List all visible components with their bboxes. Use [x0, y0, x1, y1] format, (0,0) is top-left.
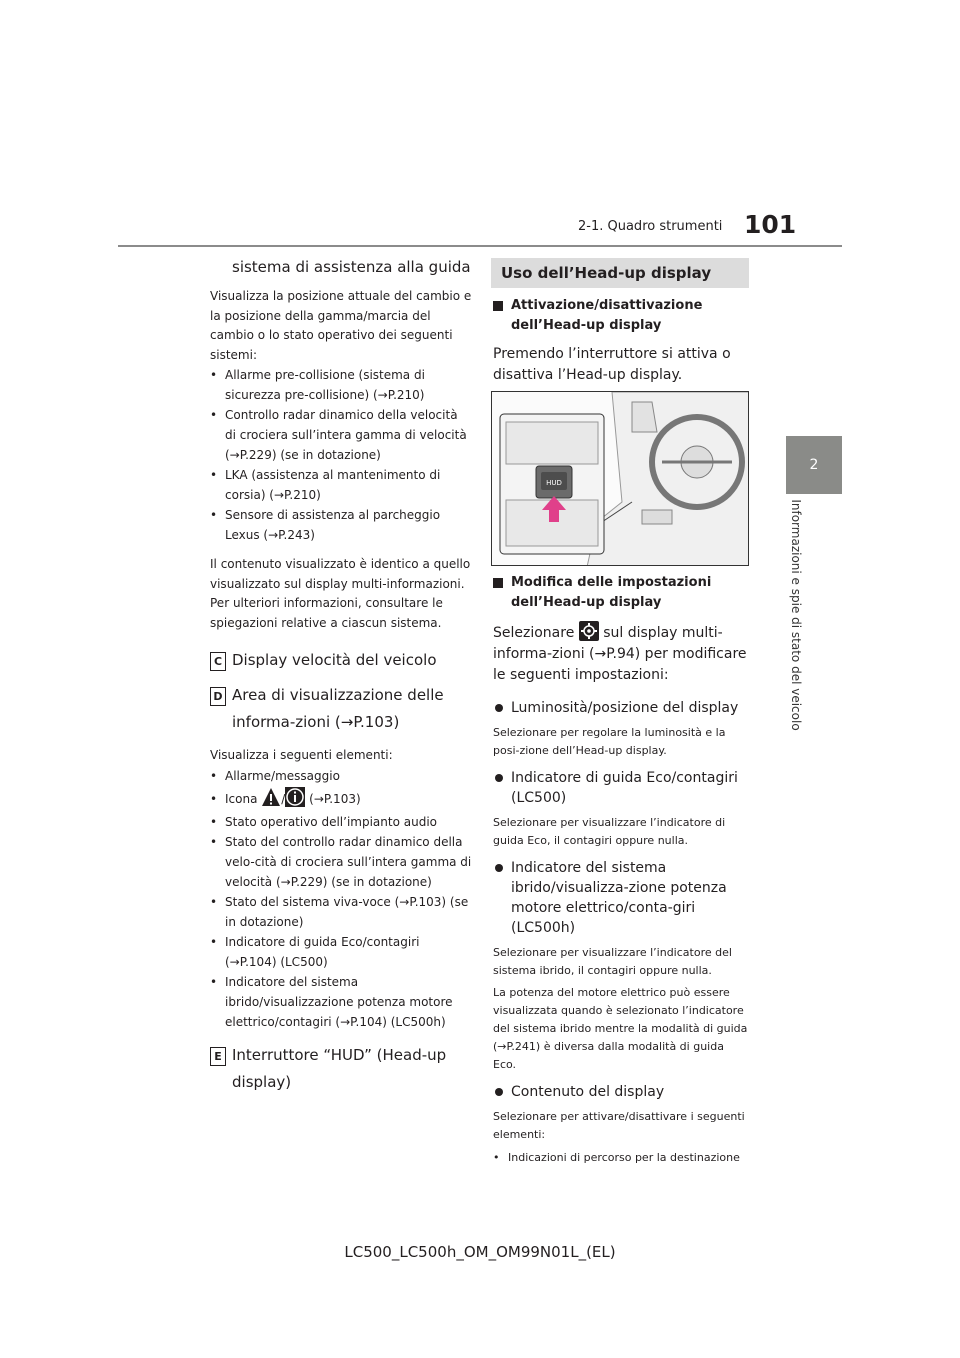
badge-e: E — [210, 1047, 226, 1066]
settings-gear-icon — [579, 621, 599, 641]
item-d-label: Area di visualizzazione delle informa-zioni (→P.103) — [232, 686, 444, 731]
elements-intro: Visualizza i seguenti elementi: — [210, 748, 393, 762]
section-heading: Uso dell’Head-up display — [491, 258, 749, 288]
settings-paragraph — [493, 621, 749, 686]
document-code: LC500_LC500h_OM_OM99N01L_(EL) — [344, 1243, 616, 1261]
list-item-icons: • Icona / (→P.103) — [210, 786, 472, 812]
setting-hybrid-indicator: Indicatore del sistema ibrido/visualizza-zione potenza motore elettrico/conta-giri (LC500h) — [493, 858, 749, 938]
list-item: • Stato del controllo radar dinamico della velo-cità di crociera sull’intera gamma di velocità (→P.229) (se in dotazione) — [210, 832, 472, 892]
list-item: • Indicazioni di percorso per la destinazione — [493, 1148, 749, 1168]
list-item: • Indicatore di guida Eco/contagiri (→P.104) (LC500) — [210, 932, 472, 972]
setting-note: Selezionare per regolare la luminosità e la posi-zione dell’Head-up display. — [493, 726, 726, 757]
list-item: • Controllo radar dinamico della velocità di crociera sull’intera gamma di velocità (→P.229) (se in dotazione) — [210, 405, 472, 465]
content-note: Il contenuto visualizzato è identico a quello visualizzato sul display multi-informazioni. Per ulteriori informazioni, consultare le spiegazioni relative a ciascun sistema. — [210, 557, 471, 630]
intro-title: sistema di assistenza alla guida — [232, 258, 471, 276]
item-c-label: Display velocità del veicolo — [232, 651, 437, 669]
left-column — [210, 256, 472, 1096]
settings-text-b: sul display multi-informa-zioni (→P.94) per modificare le seguenti impostazioni: — [493, 625, 747, 683]
setting-note: Selezionare per visualizzare l’indicatore del sistema ibrido, il contagiri oppure nulla. — [493, 946, 732, 977]
toggle-paragraph: Premendo l’interruttore si attiva o disattiva l’Head-up display. — [493, 346, 731, 383]
subheading-toggle: Attivazione/disattivazione dell’Head-up display — [493, 296, 749, 336]
info-icon — [285, 787, 305, 807]
hud-label: HUD — [546, 479, 562, 487]
subheading-settings: Modifica delle impostazioni dell’Head-up display — [493, 573, 749, 613]
list-item: • Stato operativo dell’impianto audio — [210, 812, 472, 832]
setting-eco-indicator: Indicatore di guida Eco/contagiri (LC500) — [493, 768, 749, 808]
badge-c: C — [210, 652, 226, 671]
section-title: 2-1. Quadro strumenti — [578, 219, 723, 234]
right-column-bottom — [493, 573, 749, 1168]
list-item: • LKA (assistenza al mantenimento di corsia) (→P.210) — [210, 465, 472, 505]
icon-prefix: Icona — [225, 791, 258, 806]
chapter-side-label: Informazioni e spie di stato del veicolo — [789, 499, 803, 731]
setting-note: Selezionare per visualizzare l’indicatore di guida Eco, il contagiri oppure nulla. — [493, 816, 726, 847]
list-item: • Sensore di assistenza al parcheggio Lexus (→P.243) — [210, 505, 472, 545]
list-item: • Stato del sistema viva-voce (→P.103) (se in dotazione) — [210, 892, 472, 932]
chapter-tab[interactable]: 2 — [786, 436, 842, 494]
list-item: • Allarme/messaggio — [210, 766, 472, 786]
hud-switch-illustration — [491, 391, 749, 566]
list-item: • Indicatore del sistema ibrido/visualizzazione potenza motore elettrico/contagiri (→P.104) (LC500h) — [210, 972, 472, 1032]
intro-paragraph: Visualizza la posizione attuale del cambio e la posizione della gamma/marcia del cambio o lo stato operativo dei seguenti sistemi: — [210, 289, 472, 362]
item-e — [210, 1042, 472, 1096]
right-column-top — [493, 296, 749, 386]
setting-note: La potenza del motore elettrico può essere visualizzata quando è selezionato l’indicatore del sistema ibrido mentre la modalità di guida (→P.241) è diversa dalla modalità di guida Eco. — [493, 986, 748, 1071]
setting-note: Selezionare per attivare/disattivare i seguenti elementi: — [493, 1110, 745, 1141]
badge-d: D — [210, 687, 226, 706]
warning-icon — [261, 787, 281, 807]
dashboard-drawing — [492, 392, 749, 566]
item-c — [210, 647, 472, 674]
setting-brightness: Luminosità/posizione del display — [493, 698, 749, 718]
header-rule — [118, 245, 842, 247]
setting-display-contents: Contenuto del display — [493, 1082, 749, 1102]
icon-ref: (→P.103) — [309, 791, 361, 806]
page-number: 101 — [744, 210, 797, 239]
list-item: • Allarme pre-collisione (sistema di sicurezza pre-collisione) (→P.210) — [210, 365, 472, 405]
system-list — [210, 365, 472, 545]
settings-text-a: Selezionare — [493, 625, 575, 641]
item-e-label: Interruttore “HUD” (Head-up display) — [232, 1045, 447, 1091]
item-d — [210, 682, 472, 736]
